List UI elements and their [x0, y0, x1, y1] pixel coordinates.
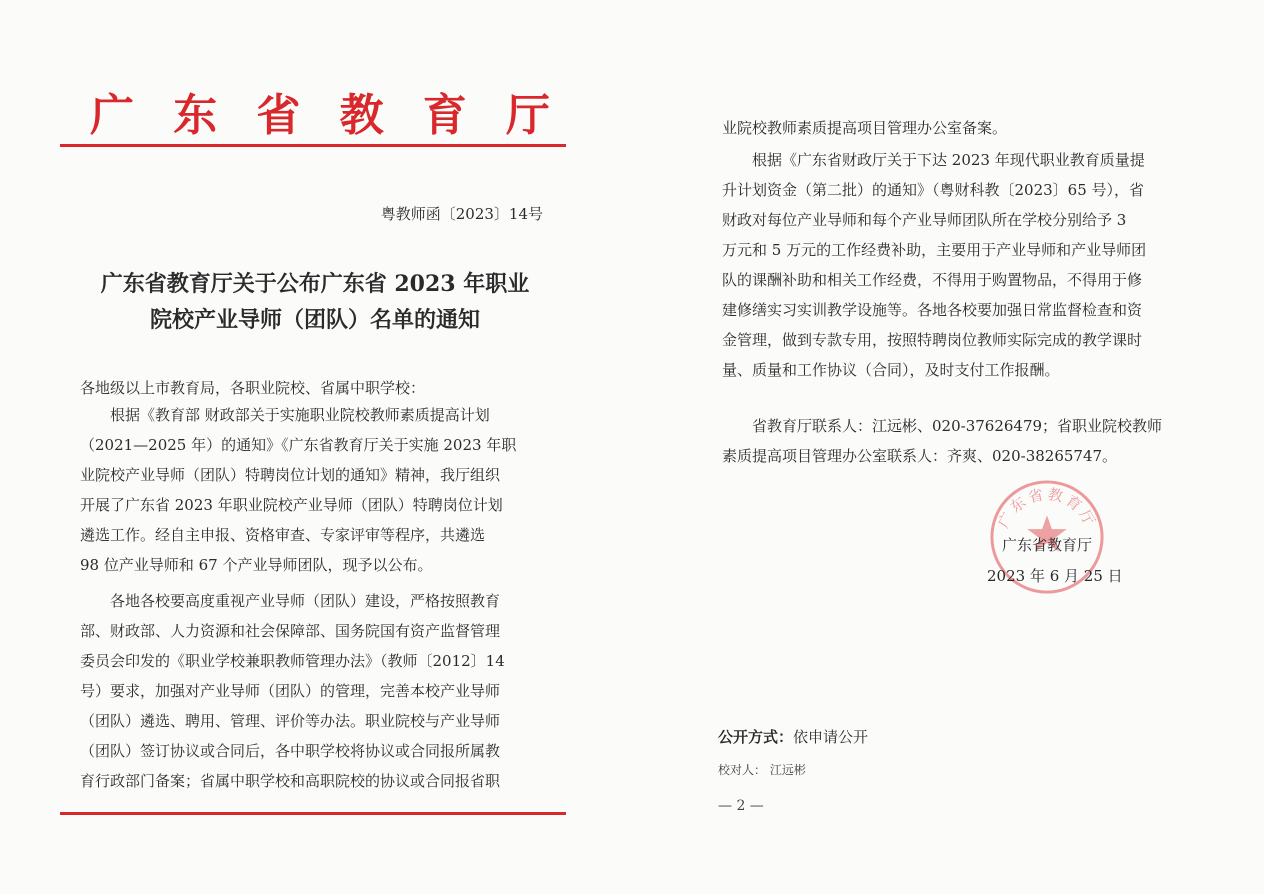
contact-line: 省教育厅联系人：江远彬、020-37626479；省职业院校教师: [752, 417, 1163, 435]
header-char: 广: [90, 90, 134, 141]
paragraph-line: 万元和 5 万元的工作经费补助，主要用于产业导师和产业导师团: [722, 241, 1147, 259]
footer-red-rule: [60, 812, 566, 815]
signature-organization: 广东省教育厅: [1002, 536, 1093, 554]
header-char: 教: [339, 90, 384, 141]
right-page: [632, 0, 1264, 894]
paragraph-line: 各地各校要高度重视产业导师（团队）建设，严格按照教育: [110, 592, 501, 610]
document-number: 粤教师函〔2023〕14号: [380, 205, 543, 223]
paragraph-line: 根据《广东省财政厅关于下达 2023 年现代职业教育质量提: [752, 151, 1145, 169]
continuation-line: 业院校教师素质提高项目管理办公室备案。: [722, 119, 1008, 137]
document-title: [70, 266, 560, 338]
paragraph-1: [80, 400, 555, 580]
signature-date: 2023 年 6 月 25 日: [987, 567, 1123, 585]
issuing-authority-header: [90, 88, 550, 144]
header-char: 厅: [505, 90, 550, 141]
proofreader: 校对人： 江远彬: [718, 763, 806, 777]
disclosure-value: 依申请公开: [793, 728, 869, 746]
paragraph-line: （团队）遴选、聘用、管理、评价等办法。职业院校与产业导师: [80, 712, 501, 730]
paragraph-line: 遴选工作。经自主申报、资格审查、专家评审等程序，共遴选: [80, 526, 486, 544]
paragraph-line: 根据《教育部 财政部关于实施职业院校教师素质提高计划: [110, 406, 490, 424]
header-red-rule: [60, 144, 566, 147]
paragraph-line: 量、质量和工作协议（合同），及时支付工作报酬。: [722, 361, 1060, 379]
paragraph-line: 98 位产业导师和 67 个产业导师团队，现予以公布。: [80, 556, 433, 574]
title-line: 广东省教育厅关于公布广东省 2023 年职业: [100, 271, 530, 297]
paragraph-line: 育行政部门备案；省属中职学校和高职院校的协议或合同报省职: [80, 772, 501, 790]
header-char: 省: [256, 90, 301, 141]
title-line: 院校产业导师（团队）名单的通知: [149, 307, 480, 333]
header-char: 东: [173, 90, 218, 141]
paragraph-line: （2021—2025 年）的通知》《广东省教育厅关于实施 2023 年职: [80, 436, 517, 454]
contact-line: 素质提高项目管理办公室联系人：齐爽、020-38265747。: [722, 447, 1118, 465]
paragraph-3: [722, 145, 1146, 385]
salutation: 各地级以上市教育局，各职业院校、省属中职学校：: [80, 379, 426, 397]
page-number: — 2 —: [718, 798, 764, 814]
paragraph-line: 队的课酬补助和相关工作经费，不得用于购置物品，不得用于修: [722, 271, 1143, 289]
paragraph-line: 开展了广东省 2023 年职业院校产业导师（团队）特聘岗位计划: [80, 496, 503, 514]
paragraph-line: 业院校产业导师（团队）特聘岗位计划的通知》精神，我厅组织: [80, 466, 501, 484]
disclosure-label: 公开方式：: [718, 728, 794, 746]
paragraph-line: 委员会印发的《职业学校兼职教师管理办法》（教师〔2012〕14: [80, 652, 505, 670]
paragraph-line: （团队）签订协议或合同后，各中职学校将协议或合同报所属教: [80, 742, 501, 760]
paragraph-line: 建修缮实习实训教学设施等。各地各校要加强日常监督检查和资: [722, 301, 1143, 319]
paragraph-line: 号）要求，加强对产业导师（团队）的管理，完善本校产业导师: [80, 682, 501, 700]
header-char: 育: [422, 90, 467, 141]
paragraph-2: [80, 586, 555, 796]
disclosure-method: [718, 726, 868, 747]
contact-paragraph: [722, 411, 1162, 471]
paragraph-line: 金管理，做到专款专用，按照特聘岗位教师实际完成的教学课时: [722, 331, 1143, 349]
seal-text: 广东省教育厅: [995, 485, 1099, 531]
paragraph-line: 财政对每位产业导师和每个产业导师团队所在学校分别给予 3: [722, 211, 1127, 229]
paragraph-line: 升计划资金（第二批）的通知》（粤财科教〔2023〕65 号），省: [722, 181, 1145, 199]
paragraph-line: 部、财政部、人力资源和社会保障部、国务院国有资产监督管理: [80, 622, 501, 640]
